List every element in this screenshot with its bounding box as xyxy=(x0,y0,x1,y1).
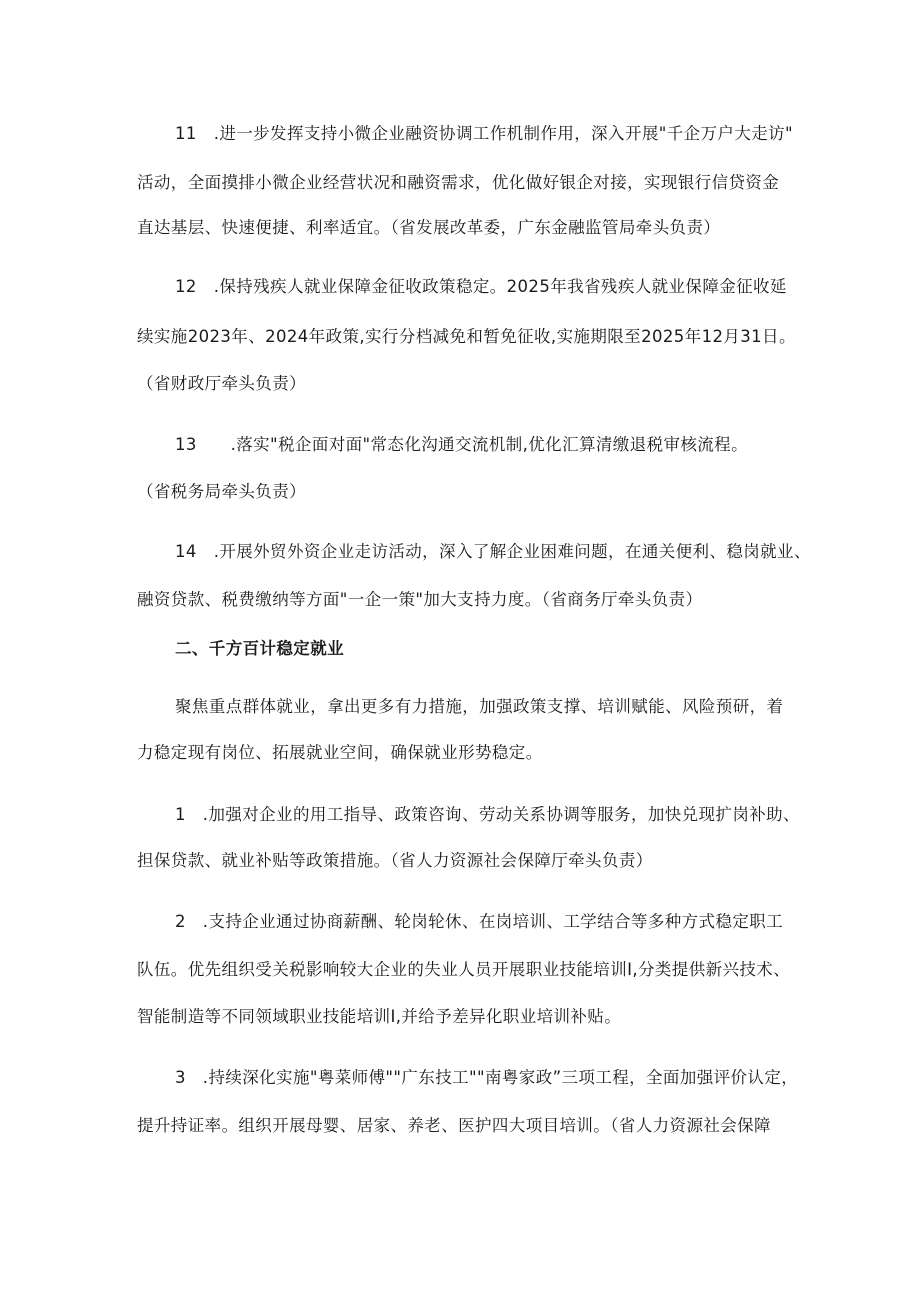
section-intro-line-2: 力稳定现有岗位、拓展就业空间，确保就业形势稳定。 xyxy=(137,743,543,762)
para-13-line-2: （省税务局牵头负责） xyxy=(137,482,306,501)
item-3-line-2: 提升持证率。组织开展母婴、居家、养老、医护四大项目培训。（省人力资源社会保障 xyxy=(137,1116,771,1135)
item-1-line-1: 1 .加强对企业的用工指导、政策咨询、劳动关系协调等服务，加快兑现扩岗补助、 xyxy=(175,805,800,824)
section-intro-line-1: 聚焦重点群体就业，拿出更多有力措施，加强政策支撑、培训赋能、风险预研，着 xyxy=(175,697,784,716)
para-11-line-2: 活动，全面摸排小微企业经营状况和融资需求，优化做好银企对接，实现银行信贷资金 xyxy=(137,173,780,192)
item-2-line-3: 智能制造等不同领域职业技能培训I,并给予差异化职业培训补贴。 xyxy=(137,1007,622,1026)
section-heading: 二、千方百计稳定就业 xyxy=(175,639,344,658)
para-11-line-1: 11 .进一步发挥支持小微企业融资协调工作机制作用，深入开展"千企万户大走访" xyxy=(175,124,794,143)
para-12-line-2: 续实施2023年、2024年政策,实行分档减免和暂免征收,实施期限至2025年12月31日。 xyxy=(137,327,796,346)
item-3-line-1: 3 .持续深化实施"粤菜师傅""广东技工""南粤家政”三项工程，全面加强评价认定， xyxy=(175,1068,799,1087)
para-14-line-1: 14 .开展外贸外资企业走访活动，深入了解企业困难问题，在通关便利、稳岗就业、 xyxy=(175,542,811,561)
para-11-line-3: 直达基层、快速便捷、利率适宜。（省发展改革委，广东金融监管局牵头负责） xyxy=(137,218,721,237)
para-13-line-1: 13 .落实"税企面对面"常态化沟通交流机制,优化汇算清缴退税审核流程。 xyxy=(175,435,748,454)
para-14-line-2: 融资贷款、税费缴纳等方面"一企一策"加大支持力度。（省商务厅牵头负责） xyxy=(137,590,703,609)
item-2-line-1: 2 .支持企业通过协商薪酬、轮岗轮休、在岗培训、工学结合等多种方式稳定职工 xyxy=(175,912,784,931)
item-2-line-2: 队伍。优先组织受关税影响较大企业的失业人员开展职业技能培训I,分类提供新兴技术、 xyxy=(137,960,791,979)
item-1-line-2: 担保贷款、就业补贴等政策措施。（省人力资源社会保障厅牵头负责） xyxy=(137,851,653,870)
para-12-line-1: 12 .保持残疾人就业保障金征收政策稳定。2025年我省残疾人就业保障金征收延 xyxy=(175,277,787,296)
para-12-line-3: （省财政厅牵头负责） xyxy=(137,374,306,393)
